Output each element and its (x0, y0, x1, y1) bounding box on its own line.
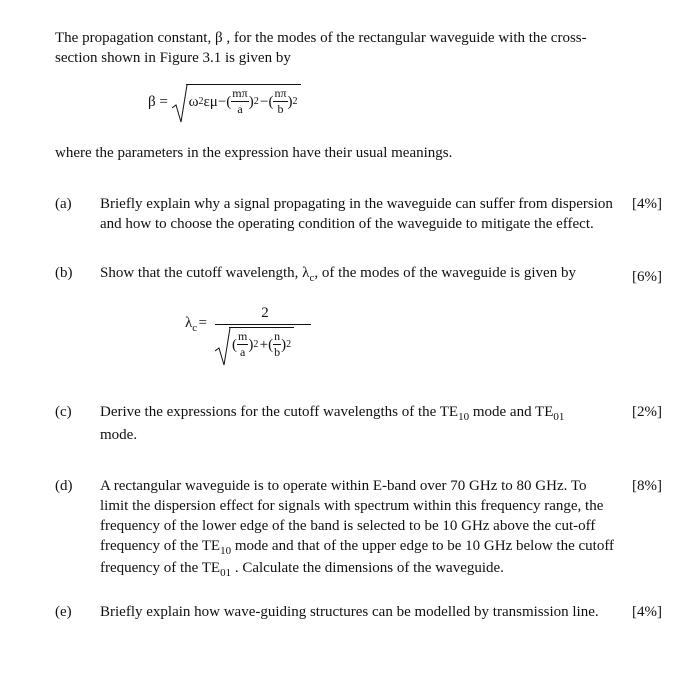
question-d-label: (d) (55, 478, 73, 494)
question-d-marks: [8%] (632, 478, 662, 494)
beta-symbol: β (148, 94, 156, 111)
question-b-text: Show that the cutoff wavelength, $\lambda_c$, of the modes of the waveguide is given by (100, 265, 576, 284)
question-b-label: (b) (55, 265, 73, 281)
question-e-marks: [4%] (632, 604, 662, 620)
n-pi: nπ (274, 86, 287, 100)
m-pi: mπ (232, 86, 248, 100)
radical-icon (172, 84, 188, 124)
question-c-label: (c) (55, 404, 72, 420)
frac-m-pi-a (231, 87, 248, 116)
question-a-text (100, 194, 620, 234)
beta-formula (148, 84, 301, 116)
minus-1: − (217, 93, 227, 110)
radical-icon-2 (215, 327, 231, 367)
question-d-text: A rectangular waveguide is to operate within E-band over 70 GHz to 80 GHz. To limit the dispersion effect for signals with spectrum within this frequency range, the frequency of the lower edge of the band is selected to be 10 GHz above the cut-off frequency of the $TE_{10}$ mode and that of the upper edge to be 10 GHz below the cutoff frequency of the $TE_{01}$ . Calculate the dimensions of the waveguide. (100, 478, 615, 579)
b-den: b (277, 102, 284, 116)
lambda-sqrt: ( $\frac{m}{a}$ ) 2 + ( $\frac{n}{b}$ ) 2 (215, 327, 294, 359)
a-den: a (237, 102, 243, 116)
question-a-label: (a) (55, 196, 72, 212)
question-e-text: Briefly explain how wave-guiding structures can be modelled by transmission line. (100, 604, 599, 620)
frac-n-pi-b (273, 87, 287, 116)
omega: ω (188, 93, 199, 110)
question-c-text: Derive the expressions for the cutoff wavelengths of the $TE_{10}$ mode and $TE_{01}$ mode. (100, 404, 565, 443)
beta-equals: = (159, 94, 168, 111)
lambda-lhs: $\lambda_c$ = (185, 315, 207, 334)
intro-line-2: section shown in Figure 3.1 is given by (55, 50, 291, 66)
question-a-marks: [4%] (632, 196, 662, 212)
question-a-line-1: Briefly explain why a signal propagating in the waveguide can suffer from dispersion (100, 196, 613, 212)
beta-sqrt: ω 2 εμ − ( $\frac{m\pi}{a}$ ) 2 − ( $\frac{n\pi}{b}$ ) 2 (172, 84, 301, 116)
frac-n-b: $\frac{n}{b}$ (274, 329, 281, 359)
question-b-marks: [6%] (632, 269, 662, 285)
question-c-marks: [2%] (632, 404, 662, 420)
intro-line-1: The propagation constant, β , for the modes of the rectangular waveguide with the cross- (55, 30, 587, 46)
minus-2: − (259, 93, 269, 110)
lambda-fraction-bar (215, 324, 311, 325)
question-e-label: (e) (55, 604, 72, 620)
lambda-numerator: 2 (261, 305, 269, 321)
intro-paragraph (55, 28, 645, 68)
eps-mu: εμ (203, 93, 218, 110)
frac-m-a: $\frac{m}{a}$ (238, 329, 248, 359)
question-a-line-2: and how to choose the operating condition of the waveguide to mitigate the effect. (100, 216, 594, 232)
where-text: where the parameters in the expression have their usual meanings. (55, 145, 453, 161)
